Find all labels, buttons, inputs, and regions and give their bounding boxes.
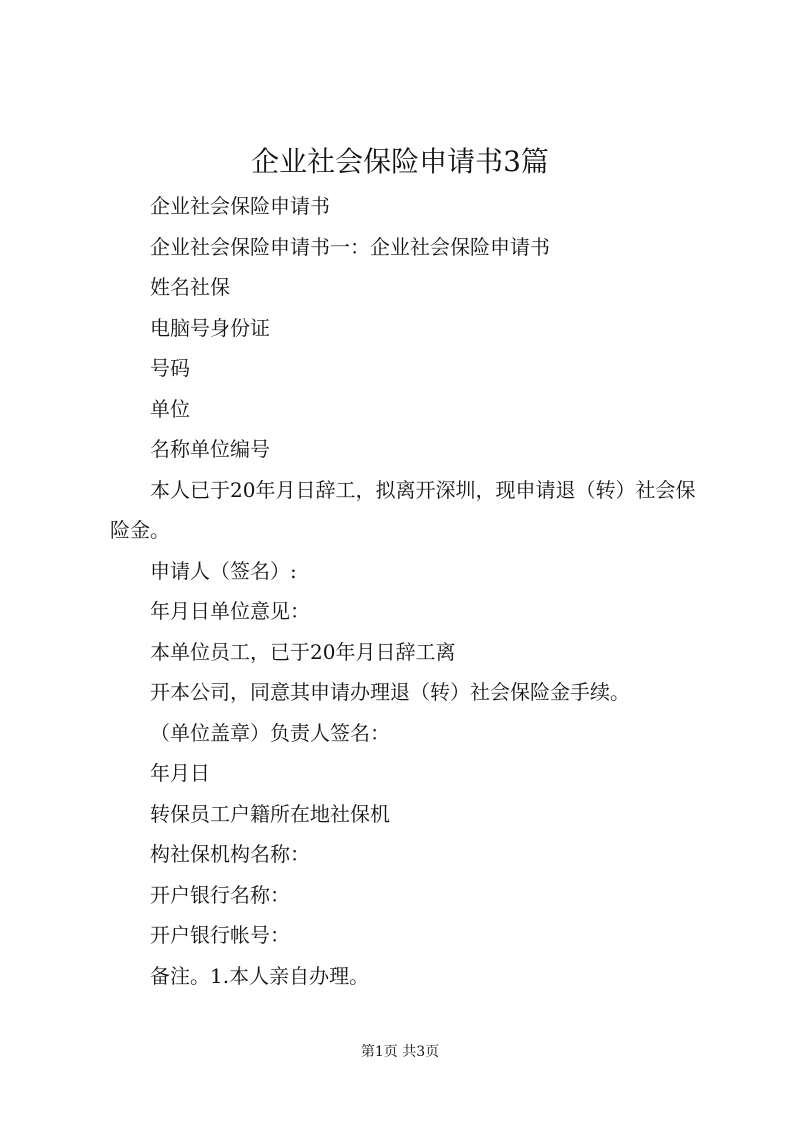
paragraph: 备注。1.本人亲自办理。 (150, 963, 370, 988)
document-body (110, 186, 710, 996)
paragraph: 姓名社保 (150, 275, 230, 299)
paragraph: 开户银行帐号： (150, 923, 290, 947)
paragraph: 号码 (150, 356, 190, 380)
paragraph: 本单位员工，已于20年月日辞工离 (150, 639, 456, 664)
page-footer: 第1页 共3页 (360, 1044, 440, 1060)
paragraph: 本人已于20年月日辞工，拟离开深圳，现申请退（转）社会保险金。 (110, 477, 696, 542)
paragraph: （单位盖章）负责人签名： (150, 720, 390, 745)
paragraph: 电脑号身份证 (150, 315, 270, 340)
paragraph: 年月日 (150, 761, 210, 785)
paragraph: 转保员工户籍所在地社保机 (150, 801, 390, 826)
paragraph: 开户银行名称： (150, 882, 290, 907)
paragraph: 申请人（签名）: (150, 558, 297, 583)
paragraph: 单位 (150, 396, 190, 421)
paragraph: 开本公司，同意其申请办理退（转）社会保险金手续。 (150, 680, 630, 704)
document-title: 企业社会保险申请书3篇 (251, 145, 549, 178)
paragraph: 企业社会保险申请书一：企业社会保险申请书 (150, 234, 550, 259)
paragraph: 构社保机构名称： (150, 842, 310, 866)
paragraph: 企业社会保险申请书 (150, 194, 330, 218)
paragraph: 名称单位编号 (150, 437, 270, 461)
paragraph: 年月日单位意见： (150, 599, 310, 623)
